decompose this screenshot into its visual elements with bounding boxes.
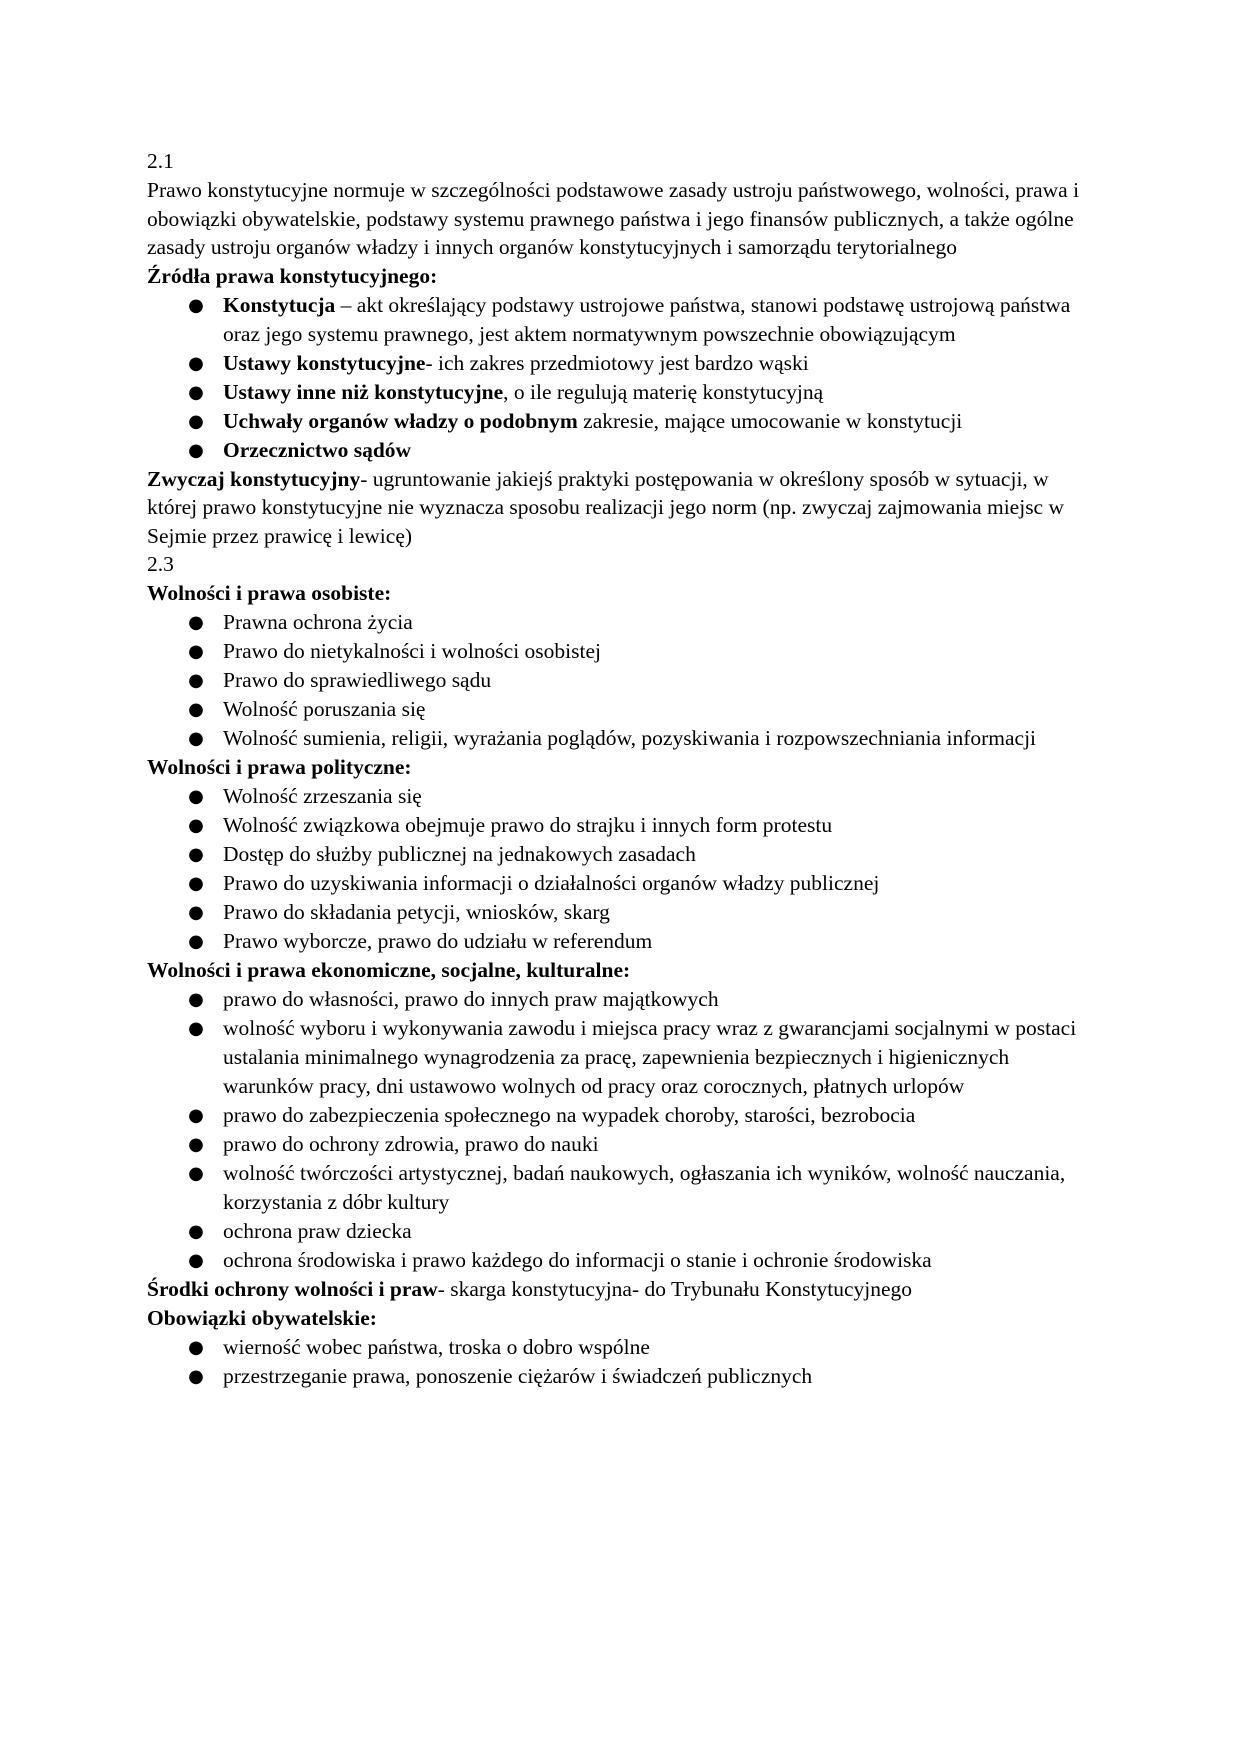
item-text: prawo do ochrony zdrowia, prawo do nauki xyxy=(223,1132,599,1156)
custom-bold: Zwyczaj konstytucyjny xyxy=(147,466,361,491)
list-item xyxy=(147,378,1097,407)
item-text: Prawo do sprawiedliwego sądu xyxy=(223,668,492,692)
item-text: Prawo wyborcze, prawo do udziału w referendum xyxy=(223,929,653,953)
list-item xyxy=(147,1159,1097,1217)
item-text: Wolność sumienia, religii, wyrażania poglądów, pozyskiwania i rozpowszechniania informacji xyxy=(223,726,1037,750)
list-item xyxy=(147,1333,1097,1362)
item-text: wierność wobec państwa, troska o dobro wspólne xyxy=(223,1335,650,1359)
bullet-icon: ● xyxy=(188,873,204,894)
economic-list xyxy=(147,985,1097,1275)
document-page xyxy=(147,147,1097,1391)
custom-paragraph xyxy=(147,465,1097,551)
item-text: Dostęp do służby publicznej na jednakowych zasadach xyxy=(223,842,696,866)
item-bold: Konstytucja xyxy=(223,292,336,317)
bullet-icon: ● xyxy=(188,612,204,633)
protection-bold: Środki ochrony wolności i praw xyxy=(147,1277,438,1301)
political-list xyxy=(147,782,1097,956)
bullet-icon: ● xyxy=(188,931,204,952)
section-number: 2.3 xyxy=(147,552,174,576)
bullet-icon: ● xyxy=(188,989,204,1010)
bullet-icon: ● xyxy=(188,1366,204,1387)
bullet-icon: ● xyxy=(188,699,204,720)
list-item xyxy=(147,840,1097,869)
custom-text: - ugruntowanie jakiejś praktyki postępowania w określony sposób w sytuacji, w której prawo konstytucyjne nie wyznacza sposobu realizacji jego norm (np. zwyczaj zajmowania miejsc w Sejmie przez prawicę i lewicę) xyxy=(147,466,1065,548)
bullet-icon: ● xyxy=(188,1337,204,1358)
list-item xyxy=(147,724,1097,753)
bullet-icon: ● xyxy=(188,902,204,923)
sources-heading: Źródła prawa konstytucyjnego: xyxy=(147,263,438,288)
list-item xyxy=(147,637,1097,666)
list-item xyxy=(147,1130,1097,1159)
item-text: – akt określający podstawy ustrojowe państwa, stanowi podstawę ustrojową państwa oraz jego systemu prawnego, jest aktem normatywnym powszechnie obowiązującym xyxy=(223,292,1071,346)
duties-list xyxy=(147,1333,1097,1391)
list-item xyxy=(147,927,1097,956)
list-item xyxy=(147,1014,1097,1101)
bullet-icon: ● xyxy=(188,1221,204,1242)
item-text: ochrona środowiska i prawo każdego do informacji o stanie i ochronie środowiska xyxy=(223,1248,932,1272)
bullet-icon: ● xyxy=(188,1250,204,1271)
item-text: Wolność poruszania się xyxy=(223,697,426,721)
list-item xyxy=(147,898,1097,927)
item-text: przestrzeganie prawa, ponoszenie ciężarów i świadczeń publicznych xyxy=(223,1364,813,1388)
economic-heading: Wolności i prawa ekonomiczne, socjalne, kulturalne: xyxy=(147,958,631,982)
item-text: , o ile regulują materię konstytucyjną xyxy=(503,379,824,404)
item-text: wolność twórczości artystycznej, badań naukowych, ogłaszania ich wyników, wolność nauczania, korzystania z dóbr kultury xyxy=(223,1161,1066,1214)
item-bold: Uchwały organów władzy o podobnym xyxy=(223,408,578,433)
list-item xyxy=(147,695,1097,724)
bullet-icon: ● xyxy=(188,352,204,374)
item-text: Prawo do nietykalności i wolności osobistej xyxy=(223,639,602,663)
list-item xyxy=(147,291,1097,349)
personal-heading: Wolności i prawa osobiste: xyxy=(147,581,392,605)
list-item xyxy=(147,436,1097,465)
item-text: prawo do zabezpieczenia społecznego na wypadek choroby, starości, bezrobocia xyxy=(223,1103,916,1127)
bullet-icon: ● xyxy=(188,1105,204,1126)
item-text: ochrona praw dziecka xyxy=(223,1219,412,1243)
intro-paragraph: Prawo konstytucyjne normuje w szczególności podstawowe zasady ustroju państwowego, wolności, prawa i obowiązki obywatelskie, podstawy systemu prawnego państwa i jego finansów publicznych, a także ogólne zasady ustroju organów władzy i innych organów konstytucyjnych i samorządu terytorialnego xyxy=(147,178,1080,259)
bullet-icon: ● xyxy=(188,381,204,403)
item-text: Prawo do składania petycji, wniosków, skarg xyxy=(223,900,610,924)
bullet-icon: ● xyxy=(188,439,204,461)
bullet-icon: ● xyxy=(188,1134,204,1155)
bullet-icon: ● xyxy=(188,844,204,865)
item-text: Prawo do uzyskiwania informacji o działalności organów władzy publicznej xyxy=(223,871,880,895)
item-bold: Ustawy konstytucyjne xyxy=(223,350,426,375)
protection-text: - skarga konstytucyjna- do Trybunału Konstytucyjnego xyxy=(437,1277,913,1301)
list-item xyxy=(147,869,1097,898)
item-bold: Ustawy inne niż konstytucyjne xyxy=(223,379,504,404)
item-text: wolność wyboru i wykonywania zawodu i miejsca pracy wraz z gwarancjami socjalnymi w postaci ustalania minimalnego wynagrodzenia za pracę, zapewnienia bezpiecznych i higienicznych warunków pracy, dni ustawowo wolnych od pracy oraz corocznych, płatnych urlopów xyxy=(223,1016,1077,1098)
item-text: Wolność związkowa obejmuje prawo do strajku i innych form protestu xyxy=(223,813,833,837)
bullet-icon: ● xyxy=(188,815,204,836)
sources-list xyxy=(147,291,1097,465)
list-item xyxy=(147,1362,1097,1391)
protection-paragraph xyxy=(147,1275,1097,1304)
bullet-icon: ● xyxy=(188,786,204,807)
list-item xyxy=(147,811,1097,840)
personal-list xyxy=(147,608,1097,753)
duties-heading: Obowiązki obywatelskie: xyxy=(147,1306,377,1330)
bullet-icon: ● xyxy=(188,728,204,749)
bullet-icon: ● xyxy=(188,410,204,432)
section-number: 2.1 xyxy=(147,149,174,173)
item-text: prawo do własności, prawo do innych praw majątkowych xyxy=(223,987,719,1011)
list-item xyxy=(147,608,1097,637)
list-item xyxy=(147,985,1097,1014)
item-text: Prawna ochrona życia xyxy=(223,610,413,634)
list-item xyxy=(147,1101,1097,1130)
item-text: zakresie, mające umocowanie w konstytucji xyxy=(577,408,963,433)
item-text: Wolność zrzeszania się xyxy=(223,784,422,808)
bullet-icon: ● xyxy=(188,1163,204,1184)
item-text: - ich zakres przedmiotowy jest bardzo wąski xyxy=(425,350,809,375)
bullet-icon: ● xyxy=(188,641,204,662)
list-item xyxy=(147,349,1097,378)
bullet-icon: ● xyxy=(188,670,204,691)
list-item xyxy=(147,1217,1097,1246)
list-item xyxy=(147,666,1097,695)
list-item xyxy=(147,407,1097,436)
bullet-icon: ● xyxy=(188,1018,204,1039)
list-item xyxy=(147,782,1097,811)
item-bold: Orzecznictwo sądów xyxy=(223,437,412,462)
list-item xyxy=(147,1246,1097,1275)
bullet-icon: ● xyxy=(188,294,204,316)
political-heading: Wolności i prawa polityczne: xyxy=(147,755,412,779)
